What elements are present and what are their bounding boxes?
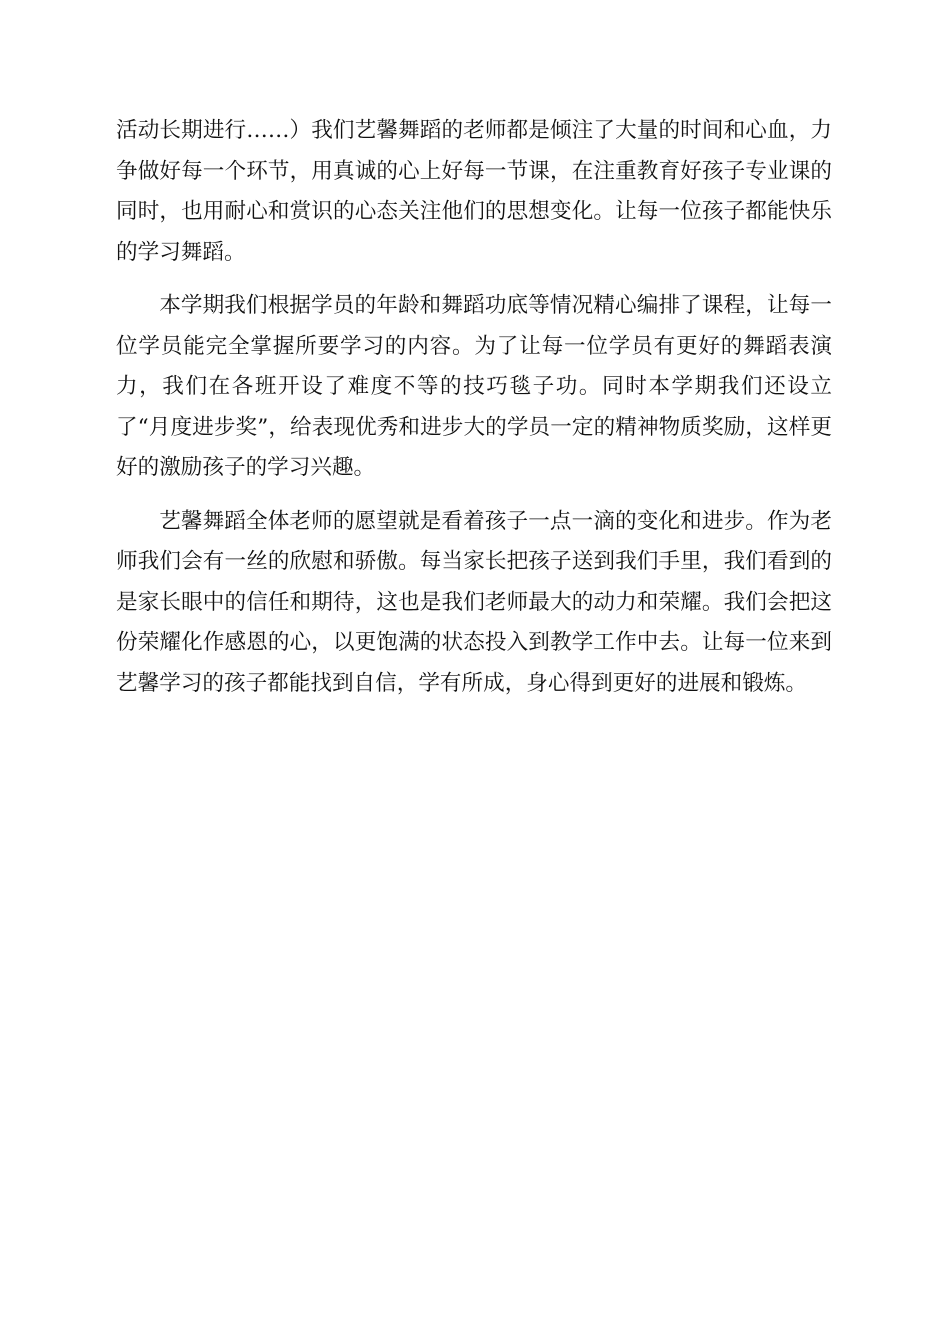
paragraph-1: 活动长期进行……）我们艺馨舞蹈的老师都是倾注了大量的时间和心血，力争做好每一个环节，用真诚的心上好每一节课，在注重教育好孩子专业课的同时，也用耐心和赏识的心态关注他们的思想变化。让每一位孩子都能快乐的学习舞蹈。 [116,118,832,265]
paragraph-2: 本学期我们根据学员的年龄和舞蹈功底等情况精心编排了课程，让每一位学员能完全掌握所要学习的内容。为了让每一位学员有更好的舞蹈表演力，我们在各班开设了难度不等的技巧毯子功。同时本学期我们还设立了“月度进步奖”，给表现优秀和进步大的学员一定的精神物质奖励，这样更好的激励孩子的学习兴趣。 [116,293,832,480]
paragraph-3: 艺馨舞蹈全体老师的愿望就是看着孩子一点一滴的变化和进步。作为老师我们会有一丝的欣慰和骄傲。每当家长把孩子送到我们手里，我们看到的是家长眼中的信任和期待，这也是我们老师最大的动力和荣耀。我们会把这份荣耀化作感恩的心，以更饱满的状态投入到教学工作中去。让每一位来到艺馨学习的孩子都能找到自信，学有所成，身心得到更好的进展和锻炼。 [116,508,832,696]
document-body [116,111,832,704]
